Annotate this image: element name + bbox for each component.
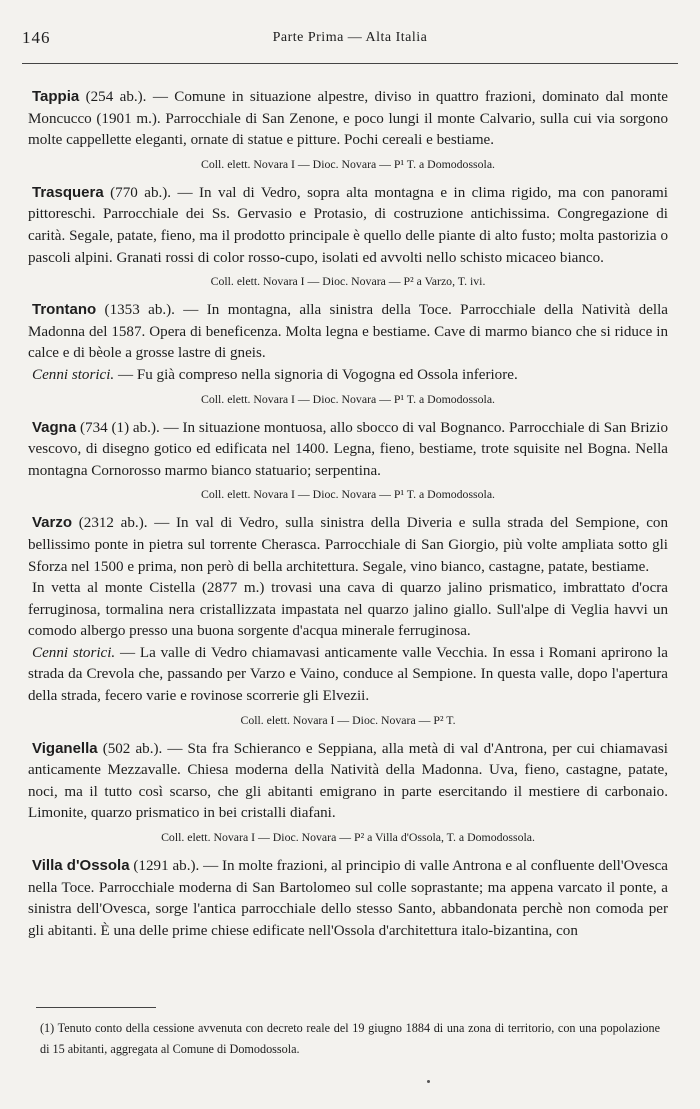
entry-name: Varzo (32, 514, 73, 532)
page-speck (427, 1080, 430, 1083)
entry-text: (2312 ab.). — In val di Vedro, sulla sinistra della Diveria e sulla strada del Sempione, con bellissimo ponte in pietra sul torrente Cherasca. Parrocchiale di San Giorgio, più volte ampliata sotto gli Sforza nel 1500 e prima, non però di bella architettura. Segale, vino bianco, castagne, patate, bestiame. (28, 515, 668, 575)
entry-tappia (28, 86, 668, 174)
entry-text: (770 ab.). — In val di Vedro, sopra alta montagna e in clima rigido, ma con panorami pittoreschi. Parrocchiale dei Ss. Gervasio e Protasio, di costruzione antichissima. Congregazione di carità. Segale, patate, fieno, ma il prodotto principale è quello delle piante di alto fusto; molta pastorizia o pascoli alpini. Granati rossi di color rosso-cupo, isolati ed avvolti nello schisto micaceo bianco. (28, 184, 668, 266)
entry-text: (1353 ab.). — In montagna, alla sinistra della Toce. Parrocchiale della Natività della Madonna del 1587. Opera di beneficenza. Molta legna e bestiame. Cave di marmo bianco che si riduce in calce e di bèole a grosse lastre di gneis. (28, 302, 668, 362)
entry-paragraph: In vetta al monte Cistella (2877 m.) trovasi una cava di quarzo jalino prismatico, imbrattato d'ocra ferruginosa, tormalina nera cristallizzata impastata nel quarzo jalino giallo. Sull'alpe di Veglia havvi un comodo albergo presso una buona sorgente d'acqua minerale ferruginosa. (28, 580, 668, 640)
page-number: 146 (22, 28, 51, 47)
entry-paragraph (28, 182, 668, 269)
footnote-rule (36, 1007, 156, 1008)
entry-name: Trontano (32, 301, 97, 319)
entry-vagna (28, 417, 668, 505)
entry-name: Trasquera (32, 183, 104, 201)
entry-coll-line: Coll. elett. Novara I — Dioc. Novara — P¹ T. a Domodossola. (200, 156, 496, 171)
entry-paragraph (28, 417, 668, 483)
entry-villa-dossola (28, 855, 668, 942)
entry-coll-line: Coll. elett. Novara I — Dioc. Novara — P² T. (240, 712, 456, 727)
cenni-storici (28, 643, 668, 708)
entry-coll-line: Coll. elett. Novara I — Dioc. Novara — P² a Villa d'Ossola, T. a Domodossola. (161, 830, 535, 845)
entry-name: Vagna (32, 418, 77, 436)
entry-paragraph (28, 738, 668, 825)
entry-varzo (28, 512, 668, 729)
entry-paragraph (28, 299, 668, 365)
entry-paragraph (28, 855, 668, 942)
entry-name: Tappia (32, 88, 80, 105)
entry-paragraph (28, 86, 668, 152)
running-title: Parte Prima — Alta Italia (272, 30, 428, 45)
entry-name: Viganella (32, 739, 98, 757)
gazetteer-entries (28, 86, 668, 950)
cenni-text: — Fu già compreso nella signoria di Vogogna ed Ossola inferiore. (114, 366, 518, 383)
entry-text: (1291 ab.). — In molte frazioni, al principio di valle Antrona e al confluente dell'Ovesca nella Toce. Parrocchiale moderna di San Bartolomeo sul colle soprastante; ma appena varcato il ponte, a sinistra dell'Ovesca, sorge l'antica parrocchiale dello stesso Santo, abbandonata perchè non comoda per gli abitanti. È una delle prime chiese edificate nell'Ossola d'architettura italo-bizantina, con (28, 858, 669, 939)
entry-trontano (28, 299, 668, 408)
cenni-text: — La valle di Vedro chiamavasi anticamente valle Vecchia. In essa i Romani aprirono la strada da Crevola che, passando per Varzo e Vaino, conduce al Sempione. In questa valle, dopo l'apertura della strada, fecero varie e rovinose scorrerie gli Elvezii. (28, 644, 668, 705)
entry-text: (254 ab.). — Comune in situazione alpestre, diviso in quattro frazioni, dominato dal monte Moncucco (1901 m.). Parrocchiale di San Zenone, e poco lungi il monte Calvario, sulla cui via sorgono molte cappellette eleganti, ornate di statue e pitture. Pochi cereali e bestiame. (28, 89, 668, 149)
cenni-storici (28, 365, 668, 387)
entry-text: (734 (1) ab.). — In situazione montuosa, allo sbocco di val Bognanco. Parrocchiale di San Brizio vescovo, di disegno gotico ed edificata nel 1400. Legna, fieno, bestiame, trote squisite nel Bogna. Nella montagna Cornorosso marmo bianco statuario; serpentina. (28, 419, 668, 479)
entry-coll-line: Coll. elett. Novara I — Dioc. Novara — P¹ T. a Domodossola. (200, 391, 496, 406)
entry-paragraph (28, 512, 668, 578)
entry-name: Villa d'Ossola (32, 857, 130, 875)
entry-text: (502 ab.). — Sta fra Schieranco e Seppiana, alla metà di val d'Antrona, per cui chiamavasi anticamente Mezzavalle. Chiesa moderna della Natività della Madonna. Uva, fieno, castagne, patate, noci, ma il tutto così scarso, che gli abitanti emigrano in parte esercitando il mestiere di carbonaio. Limonite, quarzo prismatico in bei cristalli diafani. (28, 740, 668, 822)
cenni-label: Cenni storici. (32, 644, 116, 661)
entry-coll-line: Coll. elett. Novara I — Dioc. Novara — P² a Varzo, T. ivi. (210, 274, 486, 289)
entry-trasquera (28, 182, 668, 291)
running-header (22, 28, 678, 54)
footnote: (1) Tenuto conto della cessione avvenuta con decreto reale del 19 giugno 1884 di una zona di territorio, con una popolazione di 15 abitanti, aggregata al Comune di Domodossola. (40, 1021, 660, 1056)
header-rule (22, 63, 678, 64)
entry-coll-line: Coll. elett. Novara I — Dioc. Novara — P¹ T. a Domodossola. (200, 487, 496, 502)
cenni-label: Cenni storici. (32, 366, 115, 383)
entry-viganella (28, 738, 668, 847)
